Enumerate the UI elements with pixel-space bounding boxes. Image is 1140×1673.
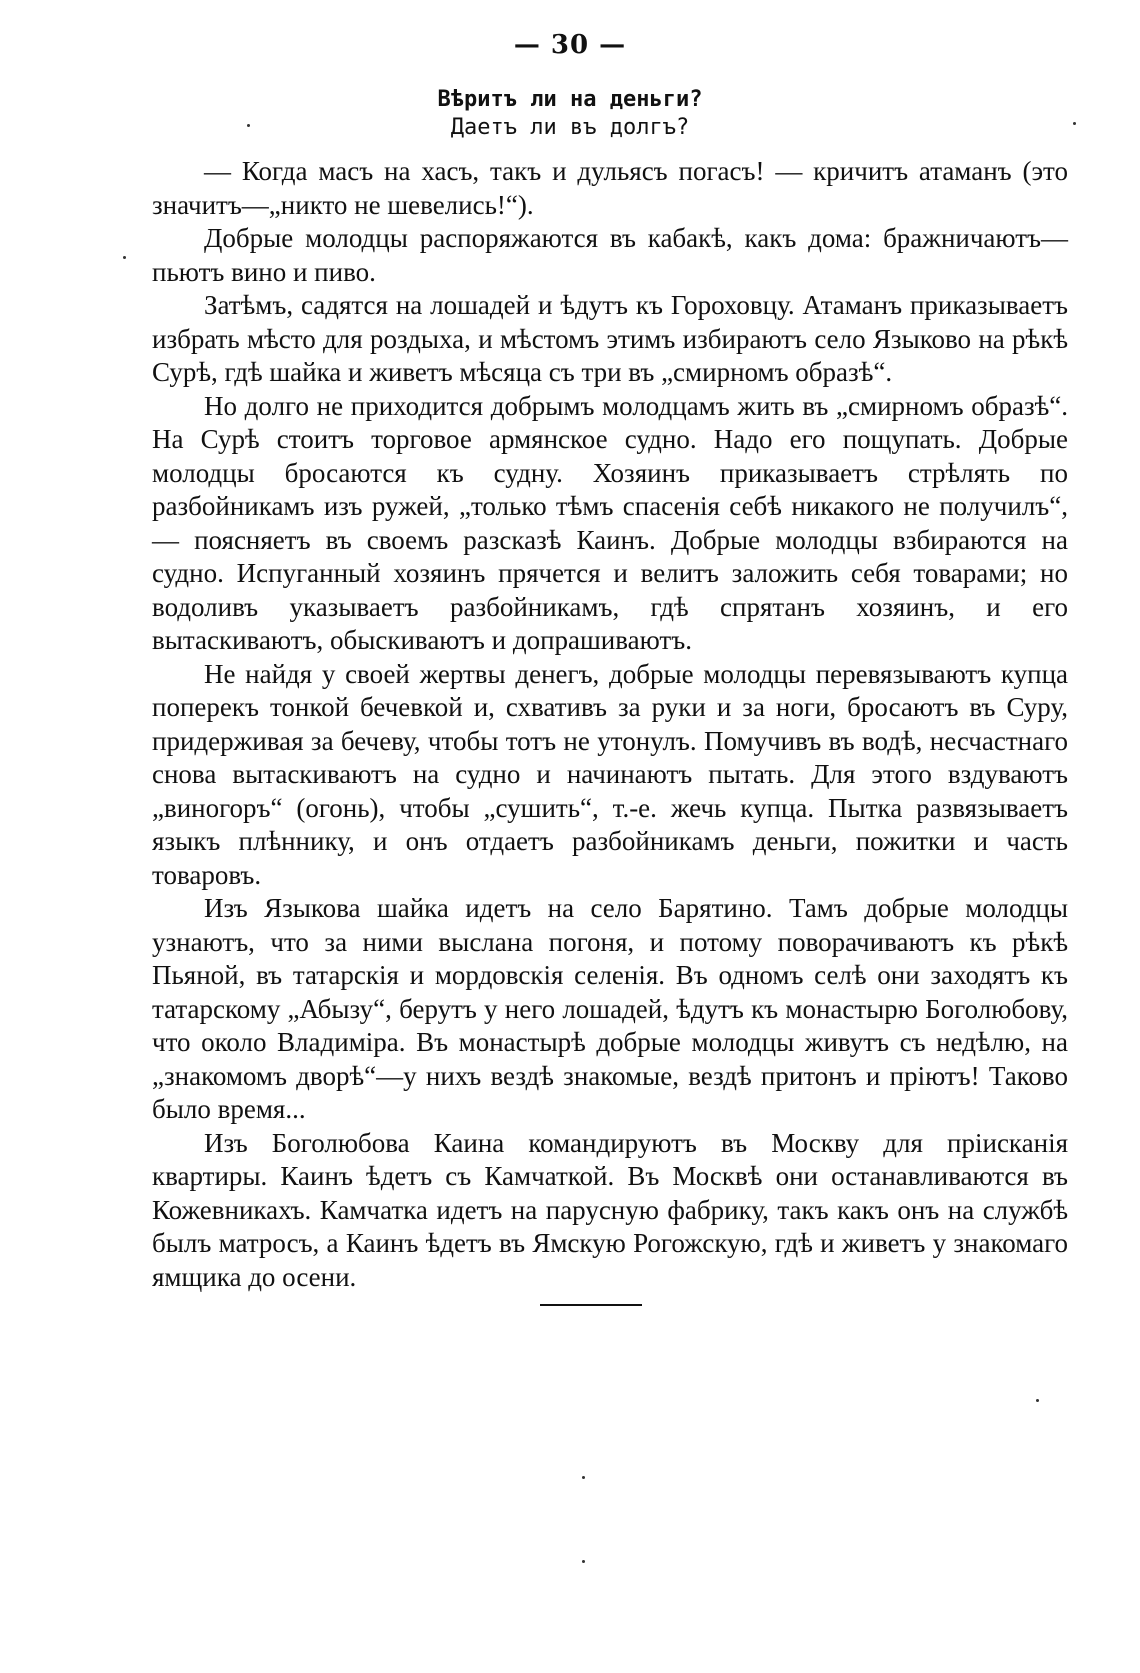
section-end-rule [540, 1304, 642, 1306]
section-heading [0, 86, 1140, 142]
paragraph-6: Изъ Языкова шайка идетъ на село Барятино. Тамъ добрые молодцы узнаютъ, что за ними выслана погоня, и потому поворачиваютъ къ рѣкѣ Пьяной, въ татарскія и мордовскія селенія. Въ одномъ селѣ они заходятъ къ татарскому „Абызу“, берутъ у него лошадей, ѣдутъ къ монастырю Боголюбову, что около Владиміра. Въ монастырѣ добрые молодцы живутъ съ недѣлю, на „знакомомъ дворѣ“—у нихъ вездѣ знакомые, вездѣ притонъ и пріютъ! Таково было время... [152, 893, 1068, 1124]
print-speck [247, 124, 250, 127]
print-speck [582, 1560, 585, 1563]
print-speck [1036, 1399, 1039, 1402]
paragraph-2: Добрые молодцы распоряжаются въ кабакѣ, какъ дома: бражничаютъ— пьютъ вино и пиво. [152, 223, 1068, 287]
body-text [152, 155, 1068, 1294]
page-number: — 30 — [513, 30, 627, 60]
heading-line-1: Вѣритъ ли на деньги? [437, 87, 703, 112]
paragraph-3: Затѣмъ, садятся на лошадей и ѣдутъ къ Гороховцу. Атаманъ приказываетъ избрать мѣсто для роздыха, и мѣстомъ этимъ избираютъ село Языково на рѣкѣ Сурѣ, гдѣ шайка и живетъ мѣсяца съ три въ „смирномъ образѣ“. [152, 290, 1068, 387]
paragraph-5: Не найдя у своей жертвы денегъ, добрые молодцы перевязываютъ купца поперекъ тонкой бечевкой и, схвативъ за руки и за ноги, бросаютъ въ Суру, придерживая за бечеву, чтобы тотъ не утонулъ. Помучивъ въ водѣ, несчастнаго снова вытаскиваютъ на судно и начинаютъ пытать. Для этого вздуваютъ „виногоръ“ (огонь), чтобы „сушить“, т.-е. жечь купца. Пытка развязываетъ языкъ плѣннику, и онъ отдаетъ разбойникамъ деньги, пожитки и часть товаровъ. [152, 658, 1068, 890]
print-speck [1073, 122, 1076, 125]
paragraph-1: — Когда масъ на хасъ, такъ и дульясъ погасъ! — кричитъ атаманъ (это значитъ—„никто не шевелись!“). [152, 156, 1068, 220]
heading-line-2: Даетъ ли въ долгъ? [450, 115, 690, 140]
paragraph-7: Изъ Боголюбова Каина командируютъ въ Москву для пріисканія квартиры. Каинъ ѣдетъ съ Камчаткой. Въ Москвѣ они останавливаются въ Кожевникахъ. Камчатка идетъ на парусную фабрику, такъ какъ онъ на службѣ былъ матросъ, а Каинъ ѣдетъ въ Ямскую Рогожскую, гдѣ и живетъ у знакомаго ямщика до осени. [152, 1127, 1068, 1292]
paragraph-4: Но долго не приходится добрымъ молодцамъ жить въ „смирномъ образѣ“. На Сурѣ стоитъ торговое армянское судно. Надо его пощупать. Добрые молодцы бросаются къ судну. Хозяинъ приказываетъ стрѣлять по разбойникамъ изъ ружей, „только тѣмъ спасенія себѣ никакого не получилъ“,— поясняетъ въ своемъ разсказѣ Каинъ. Добрые молодцы взбираются на судно. Испуганный хозяинъ прячется и велитъ заложить себя товарами; но водоливъ указываетъ разбойникамъ, гдѣ спрятанъ хозяинъ, и его вытаскиваютъ, обыскиваютъ и допрашиваютъ. [152, 390, 1068, 655]
print-speck [123, 256, 126, 259]
print-speck [582, 1476, 585, 1479]
